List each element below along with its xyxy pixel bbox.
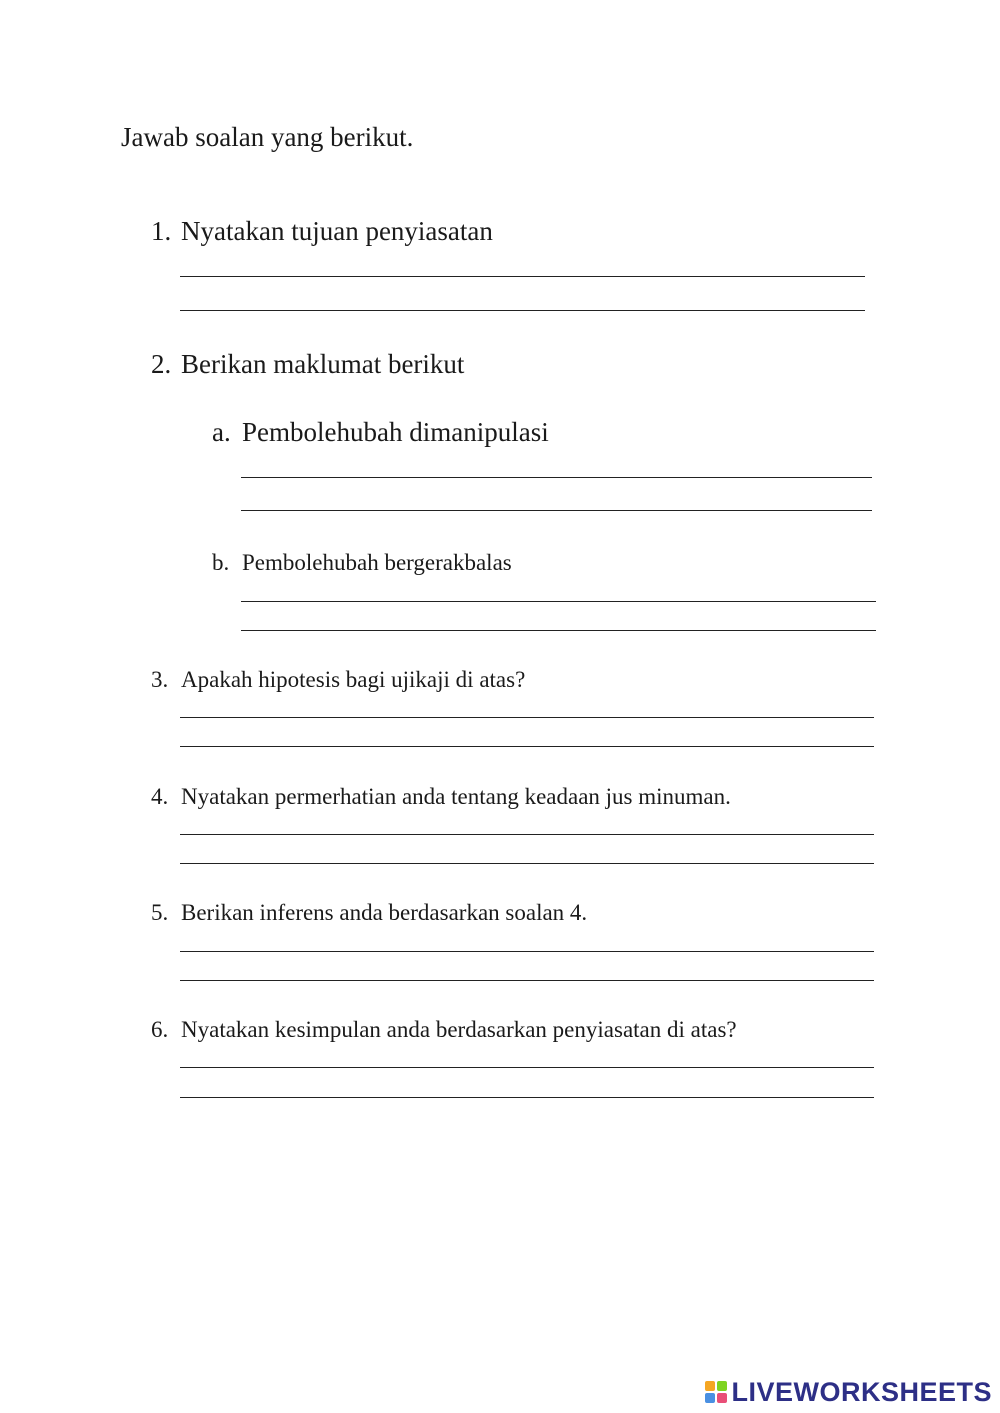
question-2b-answer-line-1[interactable] <box>241 601 876 602</box>
question-5-answer-line-2[interactable] <box>180 980 874 981</box>
question-6-number: 6. <box>151 1017 169 1042</box>
question-2a-answer-line-2[interactable] <box>241 510 872 511</box>
question-2a-letter: a. <box>212 417 231 447</box>
question-4-text: Nyatakan permerhatian anda tentang keadaan jus minuman. <box>181 784 731 809</box>
question-3-number: 3. <box>151 667 169 692</box>
question-6-answer-line-1[interactable] <box>180 1067 874 1068</box>
liveworksheets-brand-text: LIVEWORKSHEETS <box>731 1376 992 1407</box>
question-6-text: Nyatakan kesimpulan anda berdasarkan penyiasatan di atas? <box>181 1017 737 1042</box>
question-2b-answer-line-2[interactable] <box>241 630 876 631</box>
question-4-number: 4. <box>151 784 169 809</box>
question-1-answer-line-2[interactable] <box>180 310 865 311</box>
question-3-answer-line-2[interactable] <box>180 746 874 747</box>
question-5-number: 5. <box>151 900 169 925</box>
question-1-number: 1. <box>151 216 172 246</box>
liveworksheets-logo <box>705 1377 992 1407</box>
question-4-answer-line-1[interactable] <box>180 834 874 835</box>
question-3-text: Apakah hipotesis bagi ujikaji di atas? <box>181 667 526 692</box>
question-2b-text: Pembolehubah bergerakbalas <box>242 550 512 575</box>
liveworksheets-grid-icon <box>705 1381 727 1403</box>
question-2a-answer-line-1[interactable] <box>241 477 872 478</box>
question-4-answer-line-2[interactable] <box>180 863 874 864</box>
question-2-text: Berikan maklumat berikut <box>181 349 465 379</box>
question-6-answer-line-2[interactable] <box>180 1097 874 1098</box>
question-1-answer-line-1[interactable] <box>180 276 865 277</box>
question-2a-text: Pembolehubah dimanipulasi <box>242 417 549 447</box>
question-3-answer-line-1[interactable] <box>180 717 874 718</box>
question-5-answer-line-1[interactable] <box>180 951 874 952</box>
question-5-text: Berikan inferens anda berdasarkan soalan 4. <box>181 900 588 925</box>
question-1-text: Nyatakan tujuan penyiasatan <box>181 216 493 246</box>
question-2-number: 2. <box>151 349 172 379</box>
question-2b-letter: b. <box>212 550 230 575</box>
instruction-text: Jawab soalan yang berikut. <box>121 122 414 152</box>
